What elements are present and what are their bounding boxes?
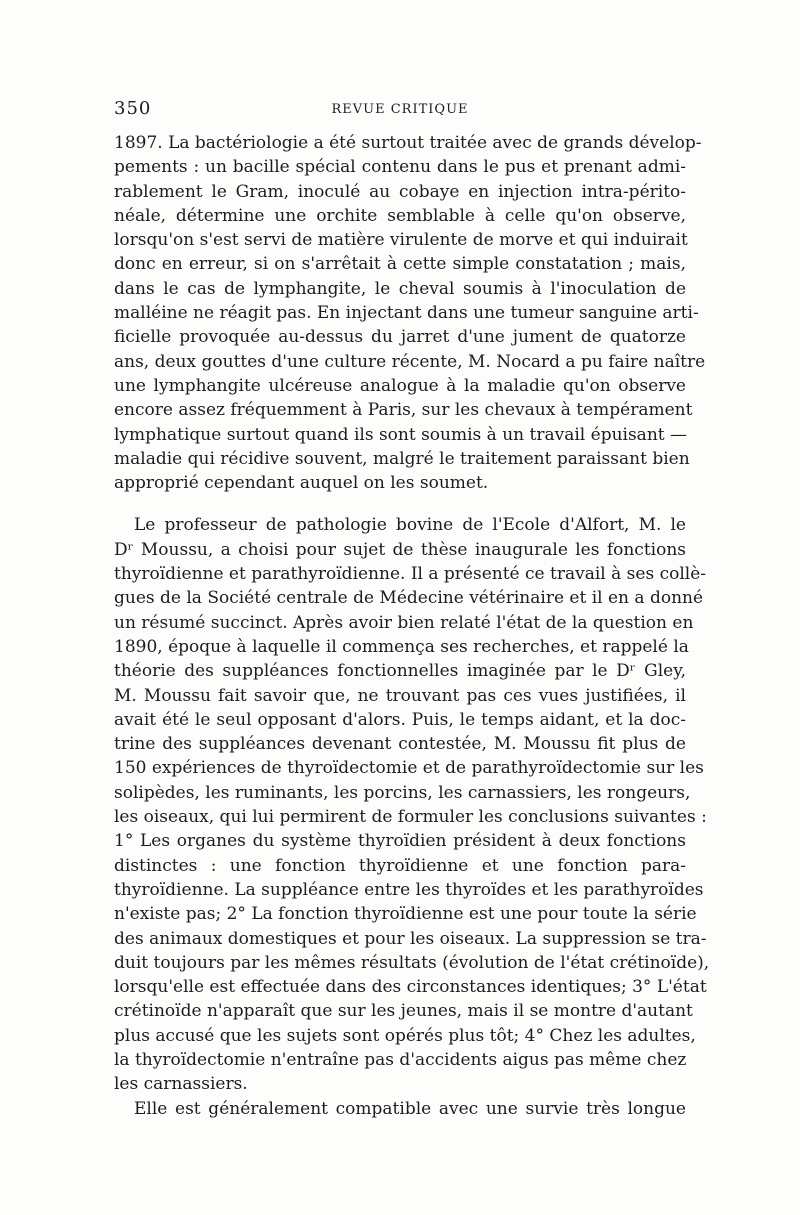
text-line: lorsqu'on s'est servi de matière virulente de morve et qui induirait xyxy=(114,230,688,251)
text-line: lorsqu'elle est effectuée dans des circonstances identiques; 3° L'état xyxy=(114,977,707,998)
body-text xyxy=(114,131,710,1121)
text-line: lymphatique surtout quand ils sont soumis à un travail épuisant — xyxy=(114,424,688,445)
text-line: Le professeur de pathologie bovine de l'Ecole d'Alfort, M. le xyxy=(134,515,686,536)
text-line: encore assez fréquemment à Paris, sur les chevaux à tempérament xyxy=(114,400,693,421)
paragraph xyxy=(114,1097,686,1121)
text-line: Dʳ Moussu, a choisi pour sujet de thèse inaugurale les fonctions xyxy=(114,539,686,560)
text-line: donc en erreur, si on s'arrêtait à cette simple constatation ; mais, xyxy=(114,254,686,275)
text-line: les oiseaux, qui lui permirent de formuler les conclusions suivantes : xyxy=(114,807,707,828)
paragraph xyxy=(114,513,710,1096)
text-line: malléine ne réagit pas. En injectant dans une tumeur sanguine arti- xyxy=(114,303,699,324)
text-line: les carnassiers. xyxy=(114,1074,248,1095)
text-line: thyroïdienne et parathyroïdienne. Il a présenté ce travail à ses collè- xyxy=(114,564,707,585)
text-line: dans le cas de lymphangite, le cheval soumis à l'inoculation de xyxy=(114,278,686,299)
text-line: néale, détermine une orchite semblable à celle qu'on observe, xyxy=(114,205,686,226)
text-line: thyroïdienne. La suppléance entre les thyroïdes et les parathyroïdes xyxy=(114,879,704,900)
page-number: 350 xyxy=(114,98,152,119)
text-line: ficielle provoquée au-dessus du jarret d'une jument de quatorze xyxy=(114,327,686,348)
text-line: rablement le Gram, inoculé au cobaye en injection intra-périto- xyxy=(114,181,686,202)
text-line: un résumé succinct. Après avoir bien relaté l'état de la question en xyxy=(114,612,694,633)
text-line: plus accusé que les sujets sont opérés plus tôt; 4° Chez les adultes, xyxy=(114,1025,696,1046)
text-line: trine des suppléances devenant contestée, M. Moussu fit plus de xyxy=(114,734,686,755)
text-line: la thyroïdectomie n'entraîne pas d'accidents aigus pas même chez xyxy=(114,1049,687,1070)
running-header xyxy=(114,98,686,124)
text-line: pements : un bacille spécial contenu dans le pus et prenant admi- xyxy=(114,157,686,178)
text-line: des animaux domestiques et pour les oiseaux. La suppression se tra- xyxy=(114,928,707,949)
text-line: théorie des suppléances fonctionnelles imaginée par le Dʳ Gley, xyxy=(114,661,686,682)
text-line: n'existe pas; 2° La fonction thyroïdienne est une pour toute la série xyxy=(114,904,697,925)
paragraph-gap xyxy=(114,495,686,513)
text-line: Elle est généralement compatible avec une survie très longue xyxy=(134,1098,686,1119)
text-line: solipèdes, les ruminants, les porcins, les carnassiers, les rongeurs, xyxy=(114,782,691,803)
text-line: distinctes : une fonction thyroïdienne et une fonction para- xyxy=(114,855,686,876)
text-line: 1° Les organes du système thyroïdien président à deux fonctions xyxy=(114,831,686,852)
text-line: avait été le seul opposant d'alors. Puis, le temps aidant, et la doc- xyxy=(114,709,686,730)
text-line: gues de la Société centrale de Médecine vétérinaire et il en a donné xyxy=(114,588,704,609)
paragraph xyxy=(114,131,706,495)
text-line: 1890, époque à laquelle il commença ses recherches, et rappelé la xyxy=(114,636,689,657)
text-line: ans, deux gouttes d'une culture récente, M. Nocard a pu faire naître xyxy=(114,351,706,372)
text-line: une lymphangite ulcéreuse analogue à la maladie qu'on observe xyxy=(114,375,686,396)
text-line: M. Moussu fait savoir que, ne trouvant pas ces vues justifiées, il xyxy=(114,685,686,706)
text-line: approprié cependant auquel on les soumet. xyxy=(114,473,489,494)
text-line: 1897. La bactériologie a été surtout traitée avec de grands dévelop- xyxy=(114,133,702,153)
text-line: 150 expériences de thyroïdectomie et de parathyroïdectomie sur les xyxy=(114,758,704,779)
text-line: duit toujours par les mêmes résultats (évolution de l'état crétinoïde), xyxy=(114,952,710,973)
text-line: maladie qui récidive souvent, malgré le traitement paraissant bien xyxy=(114,448,690,469)
text-line: crétinoïde n'apparaît que sur les jeunes, mais il se montre d'autant xyxy=(114,1001,693,1022)
running-title: REVUE CRITIQUE xyxy=(331,102,469,117)
